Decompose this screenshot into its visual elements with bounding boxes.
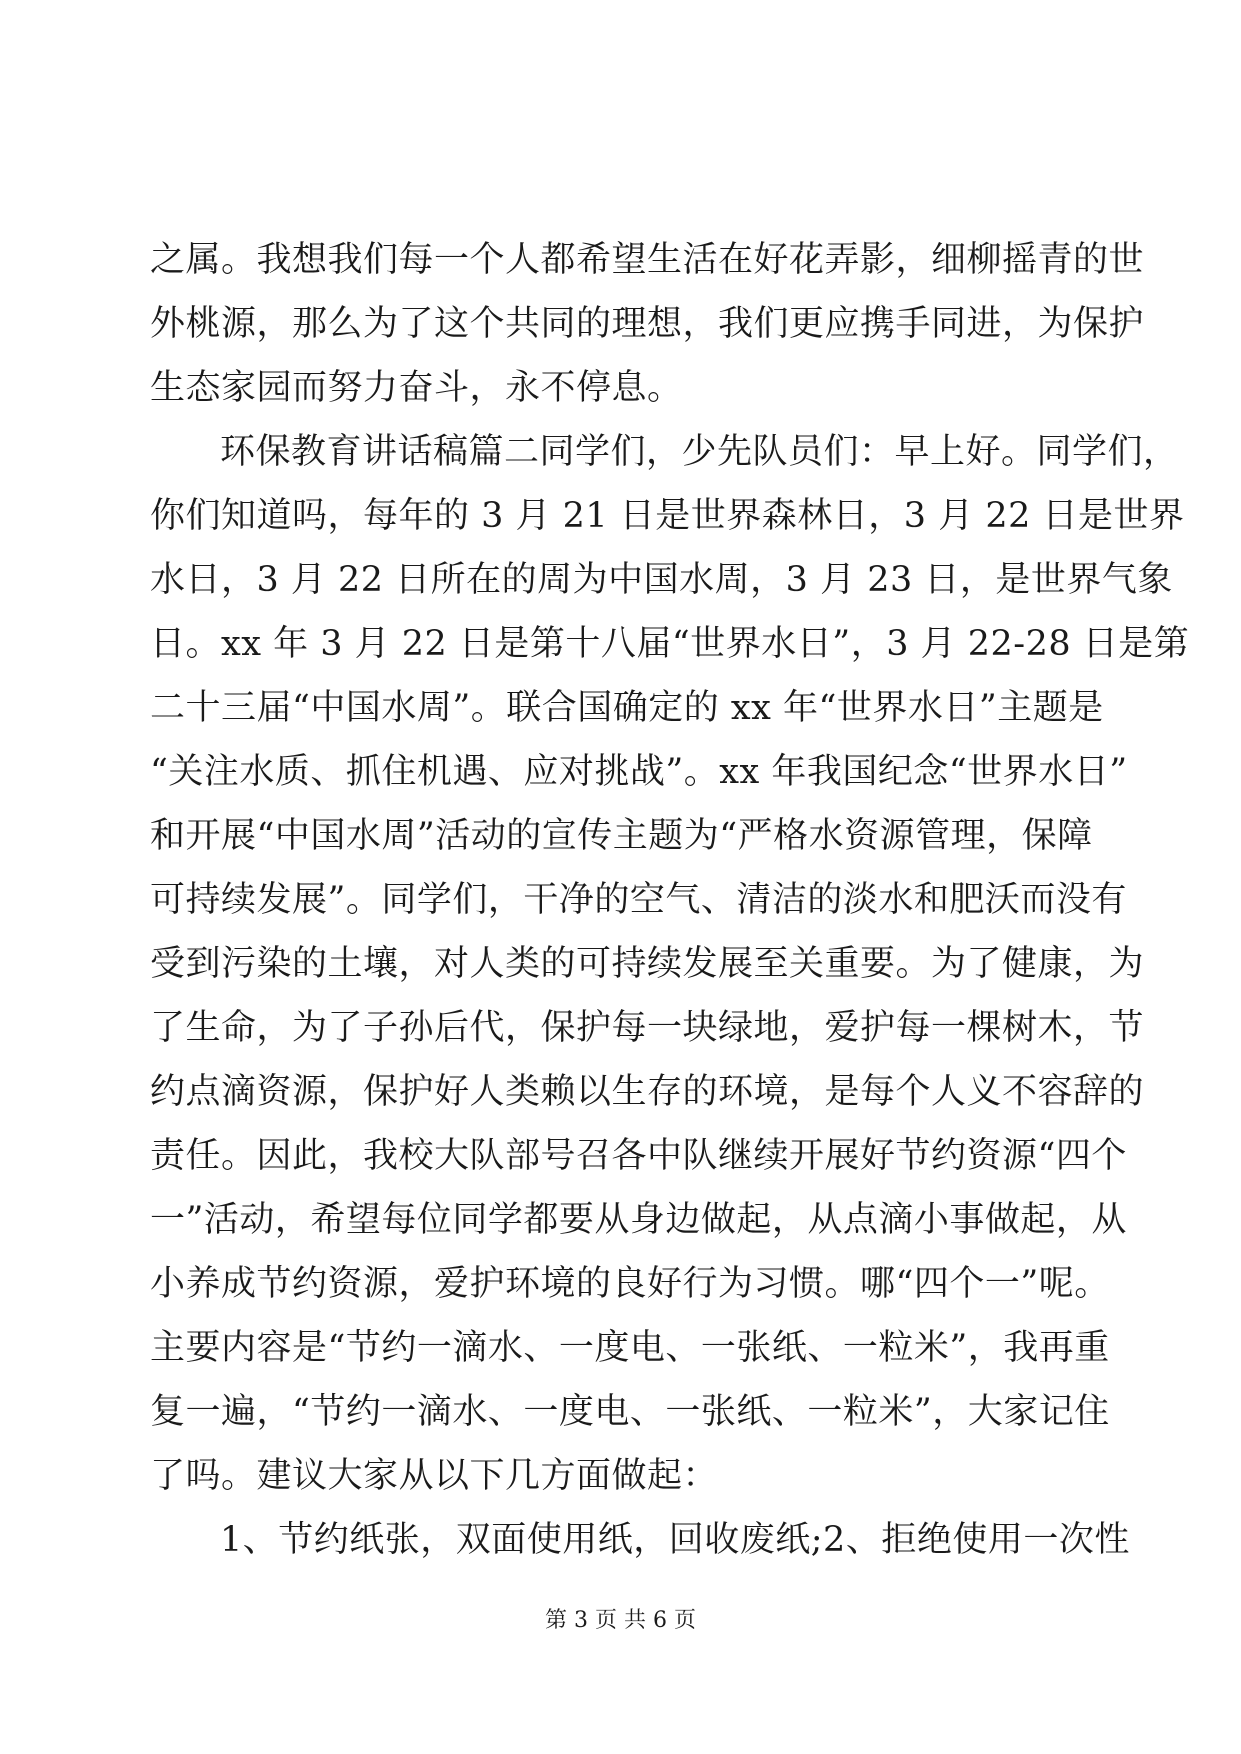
- text-line: 环保教育讲话稿篇二同学们，少先队员们：早上好。同学们，: [220, 432, 1179, 472]
- text-line: 日。xx 年 3 月 22 日是第十八届“世界水日”，3 月 22-28 日是第: [150, 624, 1190, 664]
- text-line: 主要内容是“节约一滴水、一度电、一张纸、一粒米”，我再重: [150, 1328, 1110, 1368]
- page-number: 第 3 页 共 6 页: [545, 1608, 696, 1633]
- paragraph-1: [150, 228, 1145, 420]
- text-line: 你们知道吗，每年的 3 月 21 日是世界森林日，3 月 22 日是世界: [150, 496, 1185, 536]
- text-line: 之属。我想我们每一个人都希望生活在好花弄影，细柳摇青的世: [150, 240, 1145, 280]
- text-line: 受到污染的土壤，对人类的可持续发展至关重要。为了健康，为: [150, 944, 1145, 984]
- document-body: [150, 228, 1190, 1572]
- text-line: 外桃源，那么为了这个共同的理想，我们更应携手同进，为保护: [150, 304, 1145, 344]
- text-line: 约点滴资源，保护好人类赖以生存的环境，是每个人义不容辞的: [150, 1072, 1145, 1112]
- text-line: 水日，3 月 22 日所在的周为中国水周，3 月 23 日，是世界气象: [150, 560, 1173, 600]
- text-line: 一”活动，希望每位同学都要从身边做起，从点滴小事做起，从: [150, 1200, 1127, 1240]
- text-line: “关注水质、抓住机遇、应对挑战”。xx 年我国纪念“世界水日”: [150, 752, 1128, 792]
- text-line: 了生命，为了子孙后代，保护每一块绿地，爱护每一棵树木，节: [150, 1008, 1145, 1048]
- text-line: 生态家园而努力奋斗，永不停息。: [150, 368, 683, 408]
- text-line: 可持续发展”。同学们，干净的空气、清洁的淡水和肥沃而没有: [150, 880, 1127, 920]
- text-line: 小养成节约资源，爱护环境的良好行为习惯。哪“四个一”呢。: [150, 1264, 1110, 1304]
- text-line: 二十三届“中国水周”。联合国确定的 xx 年“世界水日”主题是: [150, 688, 1104, 728]
- page-footer: [0, 1603, 1241, 1634]
- text-line: 复一遍，“节约一滴水、一度电、一张纸、一粒米”，大家记住: [150, 1392, 1110, 1432]
- text-line: 了吗。建议大家从以下几方面做起：: [150, 1456, 719, 1496]
- text-line: 责任。因此，我校大队部号召各中队继续开展好节约资源“四个: [150, 1136, 1127, 1176]
- paragraph-2: [150, 420, 1190, 1508]
- paragraph-3: [150, 1508, 1130, 1572]
- text-line: 和开展“中国水周”活动的宣传主题为“严格水资源管理，保障: [150, 816, 1093, 856]
- text-line: 1、节约纸张，双面使用纸，回收废纸;2、拒绝使用一次性: [220, 1520, 1130, 1560]
